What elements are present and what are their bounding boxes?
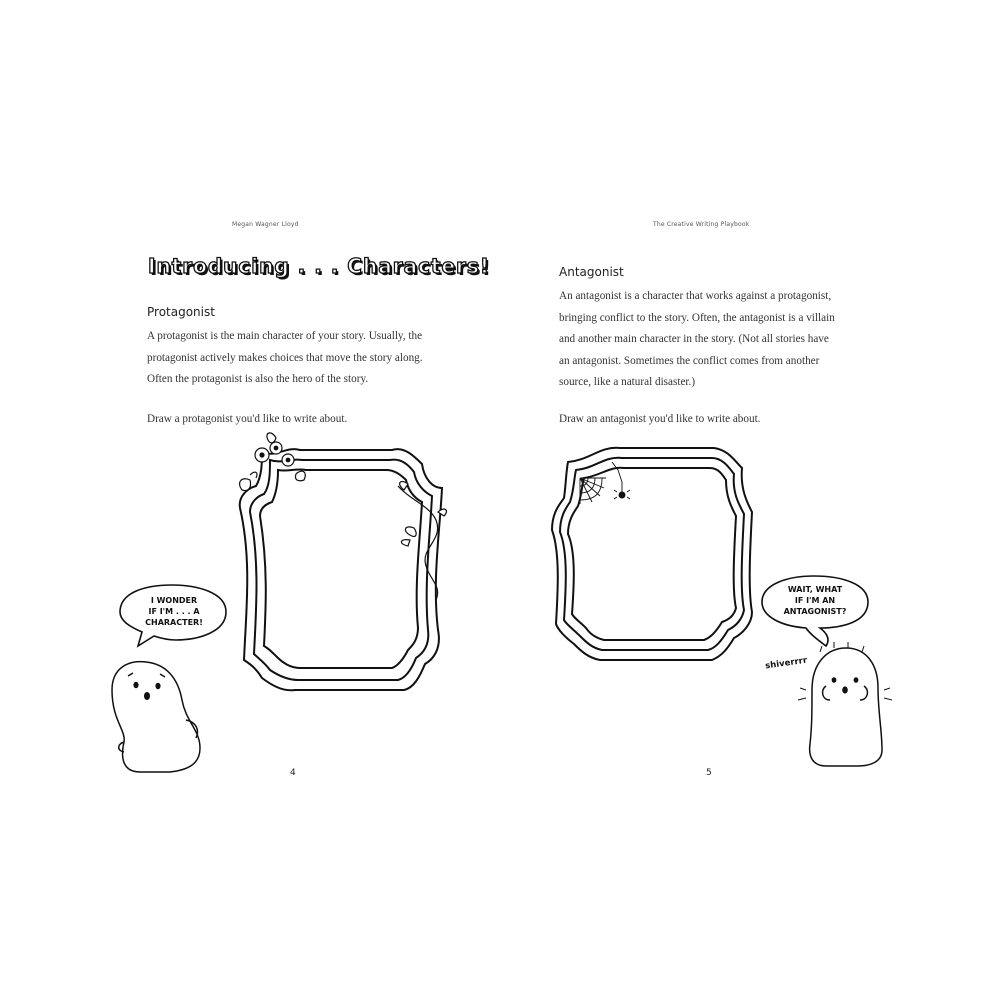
bubble-line: CHARACTER! (145, 618, 203, 627)
ghost-character-left-icon (112, 662, 200, 772)
bubble-line: IF I'M AN (794, 596, 836, 605)
antagonist-subhead: Antagonist (559, 265, 624, 279)
paragraph-line: source, like a natural disaster.) (559, 376, 696, 388)
paragraph-line: bringing conflict to the story. Often, the antagonist is a villain (559, 311, 835, 324)
paragraph-line: and another main character in the story. (Not all stories have (559, 333, 829, 345)
page-number-left: 4 (290, 768, 296, 778)
page-number-right: 5 (706, 768, 712, 778)
flower-decoration-icon (240, 433, 306, 491)
speech-bubble-right (762, 576, 868, 646)
paragraph-line: An antagonist is a character that works against a protagonist, (559, 290, 832, 302)
shiver-sound-effect: shiverrrr (764, 655, 808, 672)
paragraph-line: protagonist actively makes choices that move the story along. (147, 351, 423, 364)
ghost-character-right-icon (798, 642, 892, 766)
bubble-line: I WONDER (150, 596, 198, 605)
left-running-header: Megan Wagner Lloyd (232, 221, 299, 228)
protagonist-subhead: Protagonist (147, 305, 215, 319)
antagonist-prompt: Draw an antagonist you'd like to write about. (559, 413, 761, 425)
bubble-line: IF I'M . . . A (148, 607, 200, 616)
bubble-line: ANTAGONIST? (783, 607, 847, 616)
bubble-line: WAIT, WHAT (787, 585, 843, 594)
speech-bubble-left (120, 585, 226, 646)
paragraph-line: A protagonist is the main character of your story. Usually, the (147, 330, 423, 342)
vine-decoration-icon (398, 482, 446, 600)
ornate-frame-left-icon[interactable] (240, 449, 442, 690)
paragraph-line: an antagonist. Sometimes the conflict comes from another (559, 354, 820, 367)
paragraph-line: Often the protagonist is also the hero of the story. (147, 373, 369, 385)
right-running-header: The Creative Writing Playbook (653, 221, 750, 228)
protagonist-prompt: Draw a protagonist you'd like to write about. (147, 413, 348, 425)
page-title: Introducing . . . Characters! (148, 254, 490, 278)
